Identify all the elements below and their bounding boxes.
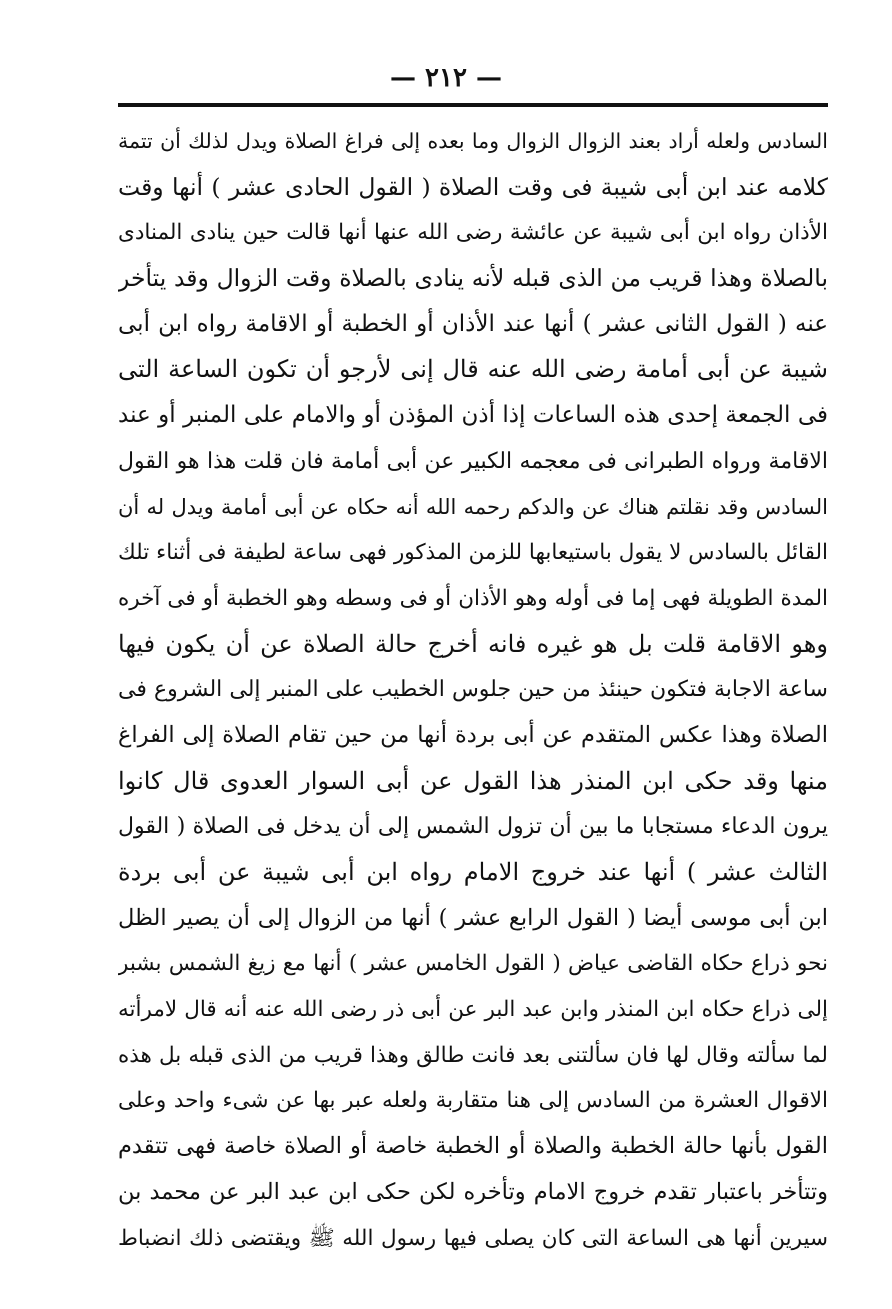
text-line: منها وقد حكى ابن المنذر هذا القول عن أبى السوار العدوى قال كانوا: [118, 766, 828, 795]
text-line: كلامه عند ابن أبى شيبة فى وقت الصلاة ( القول الحادى عشر ) أنها وقت: [118, 172, 828, 201]
page-number: — ٢١٢ —: [389, 63, 503, 93]
text-line: السادس ولعله أراد بعند الزوال الزوال وما بعده إلى فراغ الصلاة ويدل لذلك أن تتمة: [118, 129, 828, 153]
text-line: فى الجمعة إحدى هذه الساعات إذا أذن المؤذن أو والامام على المنبر أو عند: [118, 402, 828, 429]
text-line: المدة الطويلة فهى إما فى أوله وهو الأذان أو فى وسطه وهو الخطبة أو فى آخره: [118, 585, 828, 611]
text-line: بالصلاة وهذا قريب من الذى قبله لأنه ينادى بالصلاة وقت الزوال وقد يتأخر: [118, 264, 828, 293]
text-line: الأذان رواه ابن أبى شيبة عن عائشة رضى الله عنها أنها قالت حين ينادى المنادى: [118, 220, 828, 246]
page-body: [118, 119, 828, 1261]
text-line: وتتأخر باعتبار تقدم خروج الامام وتأخره لكن حكى ابن عبد البر عن محمد بن: [118, 1178, 828, 1205]
header-rule: [118, 103, 828, 107]
text-line: القول بأنها حالة الخطبة والصلاة أو الخطبة خاصة أو الصلاة خاصة فهى تتقدم: [118, 1133, 828, 1160]
text-line: السادس وقد نقلتم هناك عن والدكم رحمه الله أنه حكاه عن أبى أمامة ويدل له أن: [118, 494, 828, 519]
text-line: سيرين أنها هى الساعة التى كان يصلى فيها رسول الله ﷺ ويقتضى ذلك انضباط: [118, 1225, 828, 1251]
text-line: نحو ذراع حكاه القاضى عياض ( القول الخامس عشر ) أنها مع زيغ الشمس بشبر: [118, 951, 828, 977]
text-line: ابن أبى موسى أيضا ( القول الرابع عشر ) أنها من الزوال إلى أن يصير الظل: [118, 904, 828, 931]
text-line: شيبة عن أبى أمامة رضى الله عنه قال إنى لأرجو أن تكون الساعة التى: [118, 355, 828, 384]
text-line: القائل بالسادس لا يقول باستيعابها للزمن المذكور فهى ساعة لطيفة فى أثناء تلك: [118, 540, 828, 566]
text-line: ساعة الاجابة فتكون حينئذ من حين جلوس الخطيب على المنبر إلى الشروع فى: [118, 677, 828, 703]
text-line: الاقوال العشرة من السادس إلى هنا متقاربة ولعله عبر بها عن شىء واحد وعلى: [118, 1088, 828, 1114]
text-line: وهو الاقامة قلت بل هو غيره فانه أخرج حالة الصلاة عن أن يكون فيها: [118, 629, 828, 658]
text-line: إلى ذراع حكاه ابن المنذر وابن عبد البر عن أبى ذر رضى الله عنه أنه قال لامرأته: [118, 997, 828, 1023]
text-line: عنه ( القول الثانى عشر ) أنها عند الأذان أو الخطبة أو الاقامة رواه ابن أبى: [118, 310, 828, 337]
text-line: الصلاة وهذا عكس المتقدم عن أبى بردة أنها من حين تقام الصلاة إلى الفراغ: [118, 721, 828, 748]
text-line: لما سألته وقال لها فان سألتنى بعد فانت طالق وهذا قريب من الذى قبله بل هذه: [118, 1042, 828, 1068]
text-line: الثالث عشر ) أنها عند خروج الامام رواه ابن أبى شيبة عن أبى بردة: [118, 858, 828, 886]
text-line: يرون الدعاء مستجابا ما بين أن تزول الشمس إلى أن يدخل فى الصلاة ( القول: [118, 814, 828, 840]
text-line: الاقامة ورواه الطبرانى فى معجمه الكبير عن أبى أمامة فان قلت هذا هو القول: [118, 448, 828, 474]
